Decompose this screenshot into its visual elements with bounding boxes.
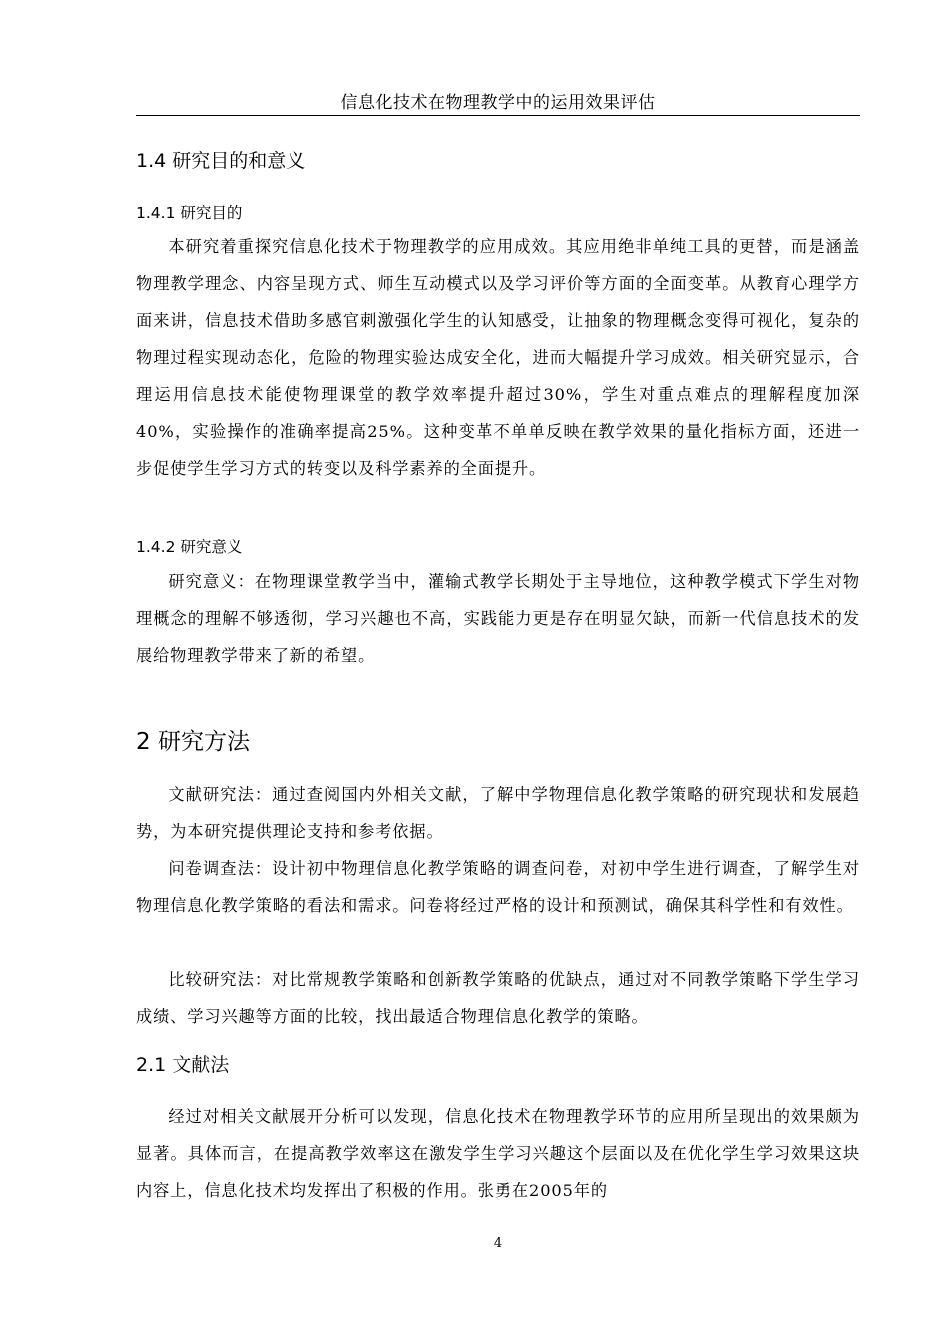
section-heading-2-1: 2.1 文献法 (136, 1054, 230, 1076)
paragraph-comparative-method: 比较研究法：对比常规教学策略和创新教学策略的优缺点，通过对不同教学策略下学生学习成绩、学习兴趣等方面的比较，找出最适合物理信息化教学的策略。 (136, 970, 860, 1026)
section-heading-1-4: 1.4 研究目的和意义 (136, 150, 306, 172)
paragraph-research-significance: 研究意义：在物理课堂教学当中，灌输式教学长期处于主导地位，这种教学模式下学生对物理概念的理解不够透彻，学习兴趣也不高，实践能力更是存在明显欠缺，而新一代信息技术的发展给物理教学带来了新的希望。 (136, 572, 860, 665)
subsection-heading-1-4-1: 1.4.1 研究目的 (136, 204, 243, 222)
paragraph-survey-method: 问卷调查法：设计初中物理信息化教学策略的调查问卷，对初中学生进行调查，了解学生对物理信息化教学策略的看法和需求。问卷将经过严格的设计和预测试，确保其科学性和有效性。 (136, 859, 860, 915)
header-rule (136, 115, 860, 116)
paragraph-literature: 经过对相关文献展开分析可以发现，信息化技术在物理教学环节的应用所呈现出的效果颇为显著。具体而言，在提高教学效率这在激发学生学习兴趣这个层面以及在优化学生学习效果这块内容上，信息化技术均发挥出了积极的作用。张勇在2005年的 (136, 1107, 860, 1200)
running-header: 信息化技术在物理教学中的运用效果评估 (340, 93, 656, 113)
paragraph-literature-method: 文献研究法：通过查阅国内外相关文献，了解中学物理信息化教学策略的研究现状和发展趋势，为本研究提供理论支持和参考依据。 (136, 785, 860, 841)
section-heading-2: 2 研究方法 (136, 729, 250, 755)
page-number: 4 (493, 1236, 503, 1251)
subsection-heading-1-4-2: 1.4.2 研究意义 (136, 538, 243, 556)
paragraph-research-purpose: 本研究着重探究信息化技术于物理教学的应用成效。其应用绝非单纯工具的更替，而是涵盖物理教学理念、内容呈现方式、师生互动模式以及学习评价等方面的全面变革。从教育心理学方面来讲，信息技术借助多感官刺激强化学生的认知感受，让抽象的物理概念变得可视化，复杂的物理过程实现动态化，危险的物理实验达成安全化，进而大幅提升学习成效。相关研究显示，合理运用信息技术能使物理课堂的教学效率提升超过30%，学生对重点难点的理解程度加深40%，实验操作的准确率提高25%。这种变革不单单反映在教学效果的量化指标方面，还进一步促使学生学习方式的转变以及科学素养的全面提升。 (136, 237, 860, 478)
